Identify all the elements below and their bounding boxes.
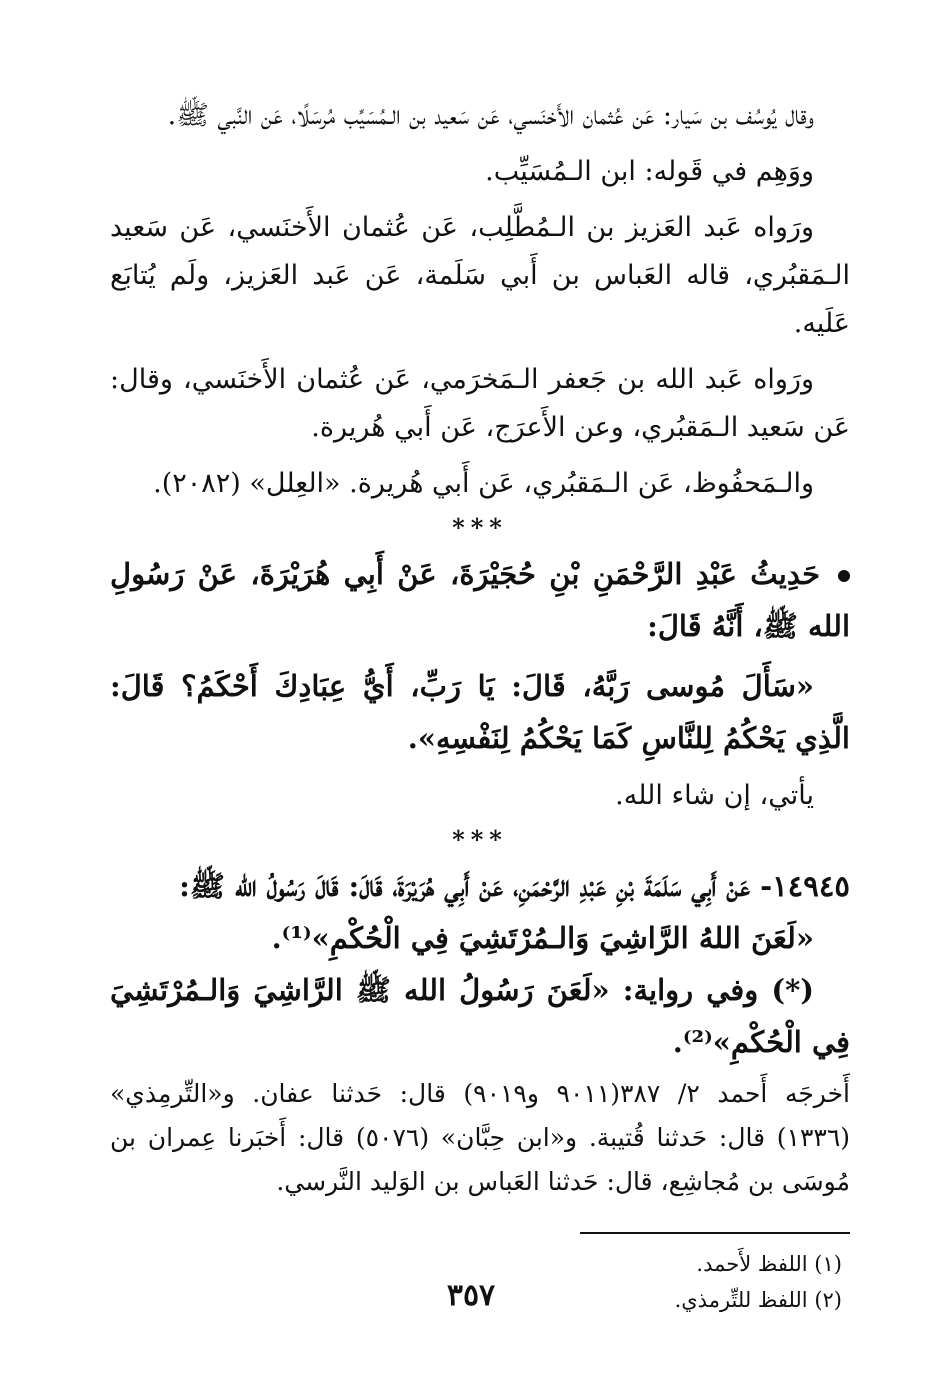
hadith-quote-1: «لَعَنَ اللهُ الرَّاشِيَ وَالـمُرْتَشِيَ فِي الْحُكْمِ»⁽¹⁾. — [271, 921, 814, 955]
paragraph-1: وقال يُوسُف بن سَيار: عَن عُثمان الأَخنَسي، عَن سَعيد بن الـمُسَيِّب مُرسَلًا، عَن النَّبي ﷺ. — [167, 100, 814, 131]
paragraph-4: ورَواه عَبد الله بن جَعفر الـمَخرَمي، عَن عُثمان الأَخنَسي، وقال: عَن سَعيد الـمَقبُري، وعن الأَعرَج، عَن أَبي هُريرة. — [110, 364, 850, 443]
footnote-2: (٢) اللفظ للتِّرمذي. — [674, 1288, 842, 1312]
hadith-quote-2: (*) وفي رواية: «لَعَنَ رَسُولُ الله ﷺ الرَّاشِيَ وَالـمُرْتَشِيَ فِي الْحُكْمِ»⁽²⁾. — [110, 973, 850, 1059]
hadith-numbered: ١٤٩٤٥- عَنْ أَبِي سَلَمَةَ بْنِ عَبْدِ الرَّحْمَنِ، عَنْ أَبِي هُرَيْرَةَ، قَالَ: قَالَ رَسُولُ الله ﷺ: — [179, 869, 850, 903]
hadith-text: «سَأَلَ مُوسى رَبَّهُ، قَالَ: يَا رَبِّ، أَيُّ عِبَادِكَ أَحْكَمُ؟ قَالَ: الَّذِي يَحْكُمُ لِلنَّاسِ كَمَا يَحْكُمُ لِنَفْسِهِ». — [110, 669, 850, 755]
footnote-divider — [580, 1232, 850, 1234]
hadith-intro — [110, 548, 850, 652]
hadith-intro-text: حَدِيثُ عَبْدِ الرَّحْمَنِ بْنِ حُجَيْرَةَ، عَنْ أَبِي هُرَيْرَةَ، عَنْ رَسُولِ الله ﷺ، أَنَّهُ قَالَ: — [110, 557, 850, 643]
footnote-1: (١) اللفظ لأَحمد. — [696, 1252, 842, 1276]
section-separator: *** — [452, 825, 508, 854]
page-number: ٣٥٧ — [446, 1278, 496, 1313]
paragraph-5: والـمَحفُوظ، عَن الـمَقبُري، عَن أَبي هُريرة. «العِلل» (٢٠٨٢). — [153, 468, 814, 499]
note-coming: يأتي، إن شاء الله. — [615, 780, 814, 811]
takhrij-paragraph: أَخرجَه أَحمد ٢/ ٣٨٧(٩٠١١ و٩٠١٩) قال: حَدثنا عفان. و«التِّرمِذي» (١٣٣٦) قال: حَدثنا قُتيبة. و«ابن حِبَّان» (٥٠٧٦) قال: أَخبَرنا عِمران بن مُوسَى بن مُجاشِع، قال: حَدثنا العَباس بن الوَليد النَّرسي. — [110, 1079, 851, 1196]
bullet-icon — [838, 570, 850, 582]
paragraph-3: ورَواه عَبد العَزيز بن الـمُطَّلِب، عَن عُثمان الأَخنَسي، عَن سَعيد الـمَقبُري، قاله العَباس بن أَبي سَلَمة، عَن عَبد العَزيز، ولَم يُتابَع عَلَيه. — [110, 212, 850, 339]
section-separator: *** — [452, 513, 508, 542]
paragraph-2: ووَهِم في قَوله: ابن الـمُسَيِّب. — [485, 156, 814, 187]
